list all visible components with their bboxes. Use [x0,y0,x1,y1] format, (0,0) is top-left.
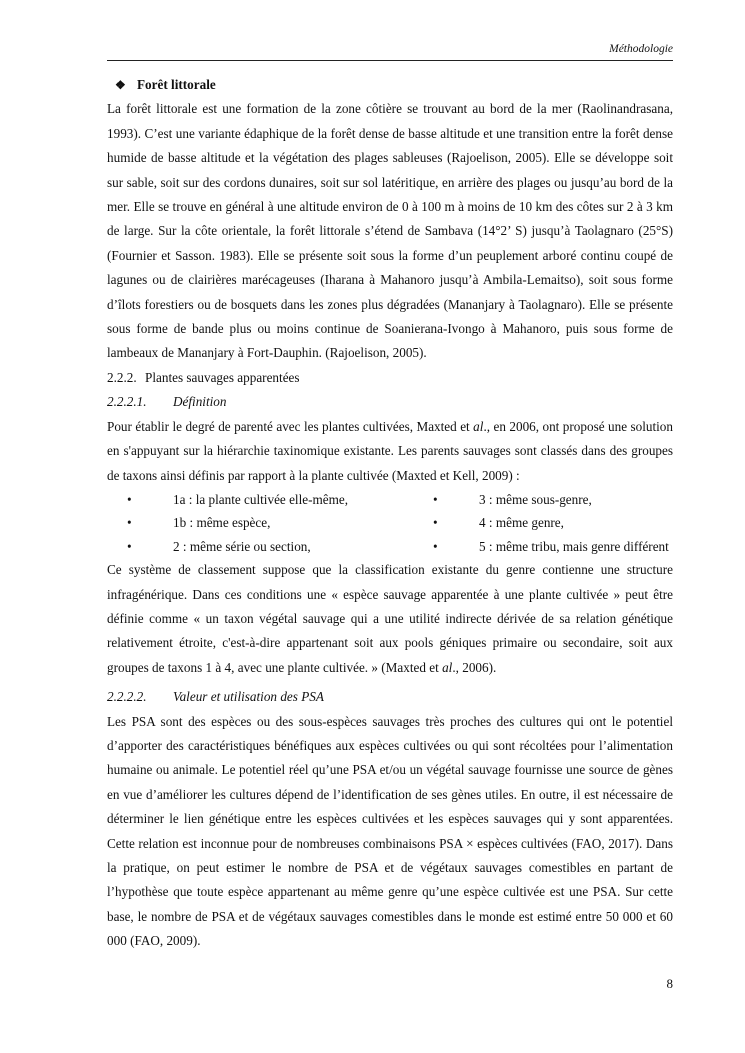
section-number: 2.2.2. [107,369,137,385]
diamond-bullet-icon: ❖ [115,78,126,92]
text-segment: Pour établir le degré de parenté avec les plantes cultivées, Maxted et [107,418,474,434]
page-number: 8 [666,976,673,991]
list-row [107,535,673,558]
list-item-text: 3 : même sous-genre, [479,491,592,507]
section-title: Plantes sauvages apparentées [145,369,300,385]
bullet-icon: • [433,538,438,554]
paragraph-foret-littorale: La forêt littorale est une formation de la zone côtière se trouvant au bord de la mer (Raolinandrasana, 1993). C’est une variante édaphique de la forêt dense de basse altitude et une transition entre la forêt dense humide de basse altitude et la végétation des plages sableuses (Rajoelison, 2005). Elle se développe soit sur sable, soit sur des cordons dunaires, soit sur sol latéritique, en arrière des plages ou jusqu’au bord de la mer. Elle se trouve en général à une altitude environ de 0 à 100 m à moins de 10 km des côtes sur 2 à 3 km de large. Sur la côte orientale, la forêt littorale s’étend de Sambava (14°2’ S) jusqu’à Taolagnaro (25°S) (Fournier et Sasson. 1983). Elle se présente soit sous la forme d’un peuplement arboré continu coupé de lagunes ou de clairières marécageuses (Iharana à Mahanoro jusqu’à Ambila-Lemaitso), soit sous forme d’îlots forestiers ou de bosquets dans les zones plus dégradées (Mananjary à Taolagnaro). Elle se présente sous forme de bande plus ou moins continue de Soanierana-Ivongo à Mahanoro, puis sous forme de lambeaux de Mananjary à Fort-Dauphin. (Rajoelison, 2005). [107,101,673,361]
section-heading-2-2-2 [107,366,673,390]
text-segment: Ce système de classement suppose que la classification existante du genre contienne une structure infragénérique. Dans ces conditions une « espèce sauvage apparentée à une plante cultivée » peut être définie comme « un taxon végétal sauvage qui a une utilité indirecte dérivée de sa relation génétique relativement étroite, c'est-à-dire appartenant soit aux pools géniques primaire ou secondaire, soit aux groupes de taxons 1 à 4, avec une plante cultivée. » (Maxted et [107,562,673,675]
subsection-number: 2.2.2.1. [107,394,147,410]
running-header: Méthodologie [609,43,673,55]
list-item-text: 2 : même série ou section, [173,538,311,554]
list-row [107,488,673,511]
list-item [107,535,413,558]
heading-foret-littorale [107,73,673,97]
heading-text: Forêt littorale [137,77,216,92]
paragraph-classification [107,558,673,680]
page-content [107,73,673,954]
list-item-text: 4 : même genre, [479,515,564,531]
subsection-title: Valeur et utilisation des PSA [173,689,324,705]
bullet-icon: • [127,538,132,554]
header-rule [107,60,673,61]
bullet-icon: • [433,491,438,507]
paragraph-definition [107,415,673,488]
list-item [107,488,413,511]
text-segment-italic: al [442,659,453,675]
list-item [413,535,673,558]
taxon-group-list [107,488,673,558]
list-item [107,511,413,534]
list-item-text: 5 : même tribu, mais genre différent [479,538,669,554]
list-item-text: 1b : même espèce, [173,515,271,531]
list-item [413,511,673,534]
subsection-title: Définition [173,394,227,410]
subsection-heading-2-2-2-1 [107,390,673,414]
bullet-icon: • [127,491,132,507]
text-segment-italic: al [473,418,484,434]
subsection-heading-2-2-2-2 [107,685,673,709]
bullet-icon: • [127,515,132,531]
text-segment: ., en 2006, ont proposé une solution en s'appuyant sur la hiérarchie taxinomique existante. Les parents sauvages sont classés dans des groupes de taxons ainsi définis par rapport à la plante cultivée (Maxted et Kell, 2009) : [107,418,673,483]
list-item [413,488,673,511]
text-segment: ., 2006). [452,659,497,675]
bullet-icon: • [433,515,438,531]
paragraph-valeur-psa: Les PSA sont des espèces ou des sous-espèces sauvages très proches des cultures qui ont le potentiel d’apporter des caractéristiques bénéfiques aux espèces cultivées ou qui sont récoltées pour l’alimentation humaine ou animale. Le potentiel réel qu’une PSA et/ou un végétal sauvage fournisse une source de gènes en vue d’améliorer les cultures dépend de l’identification de ses gènes utiles. En outre, il est nécessaire de déterminer le lien génétique entre les espèces cultivées et les espèces sauvages qui y sont apparentées. Cette relation est inconnue pour de nombreuses combinaisons PSA × espèces cultivées (FAO, 2017). Dans la pratique, on peut estimer le nombre de PSA et de végétaux sauvages comestibles en partant de l’hypothèse que toute espèce appartenant au même genre qu’une espèce cultivée est une PSA. Sur cette base, le nombre de PSA et de végétaux sauvages comestibles dans le monde est estimé entre 50 000 et 60 000 (FAO, 2009). [107,713,673,949]
subsection-number: 2.2.2.2. [107,689,147,705]
list-item-text: 1a : la plante cultivée elle-même, [173,491,349,507]
list-row [107,511,673,534]
